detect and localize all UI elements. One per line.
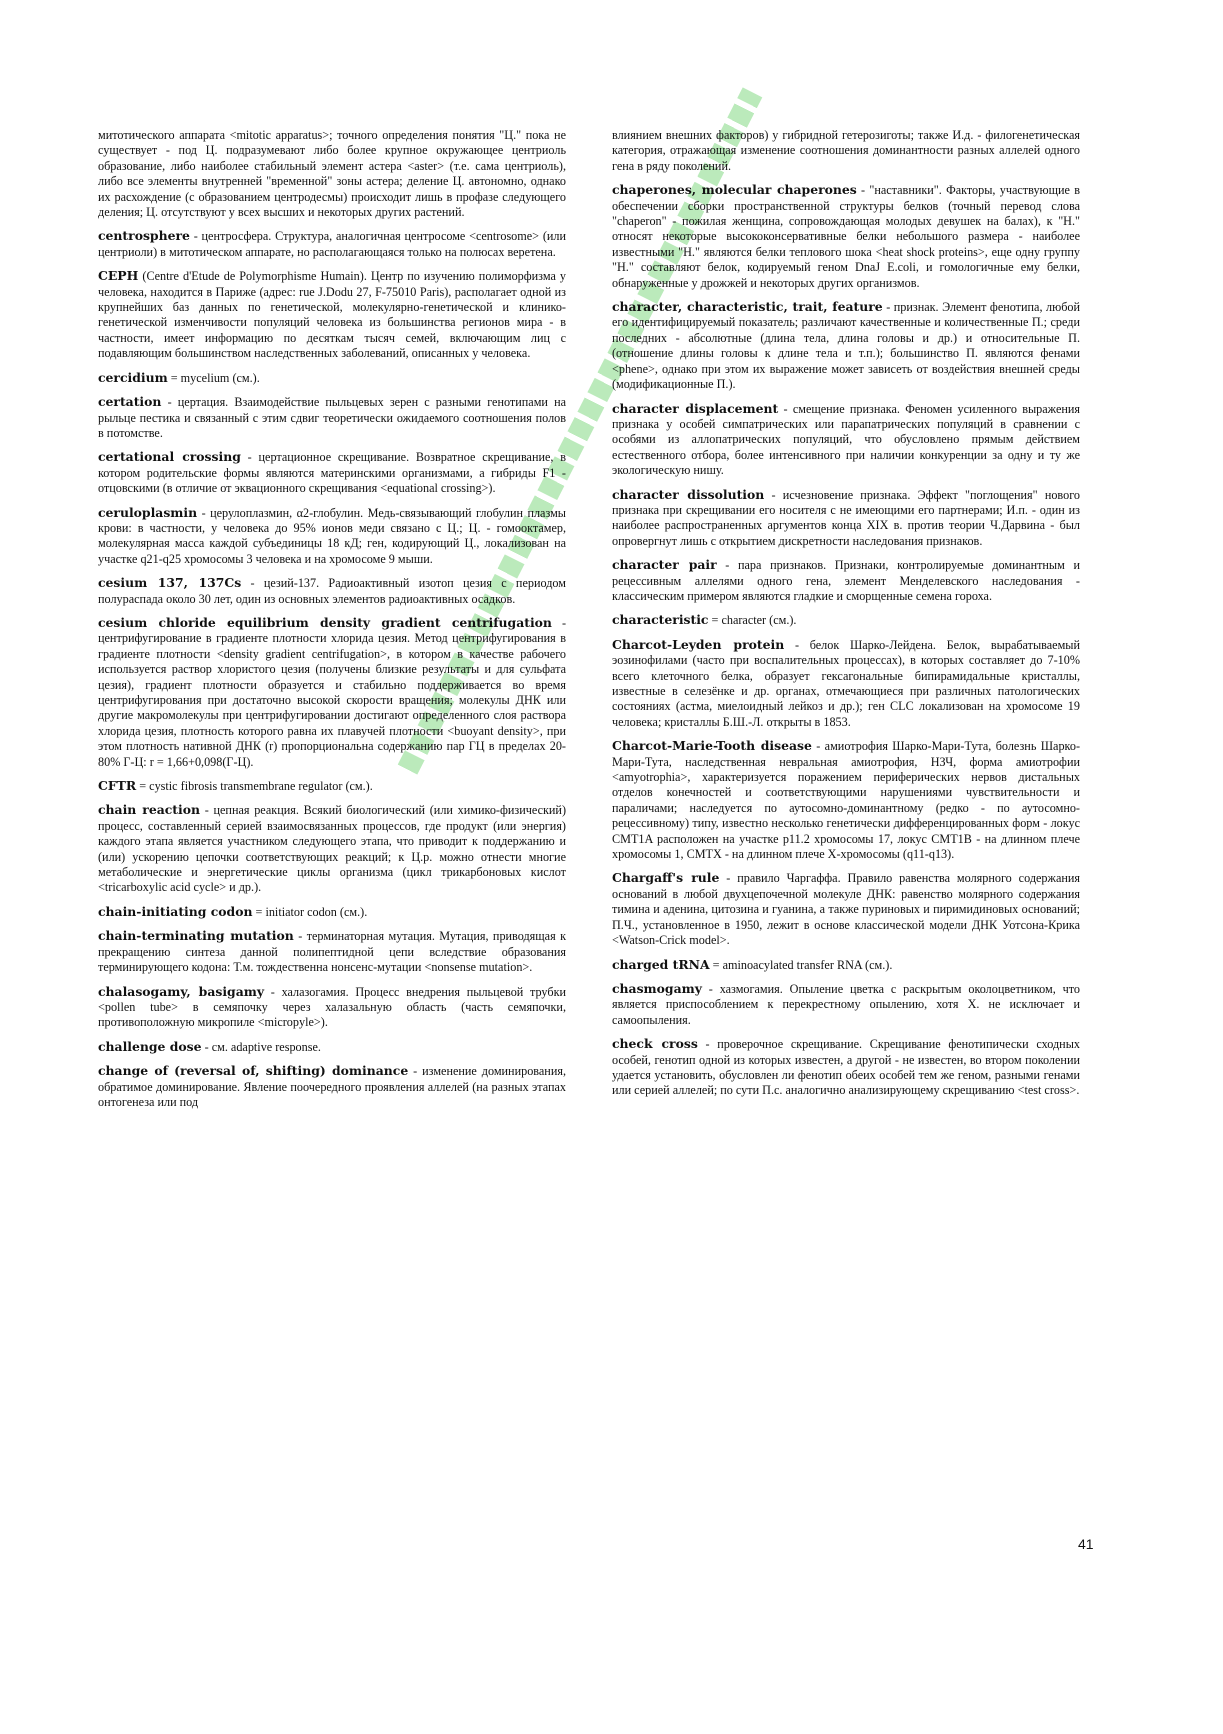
left-column	[98, 128, 566, 1118]
entry-text: - центросфера. Структура, аналогичная центросоме <centrosome> (или центриоли) в митотическом аппарате, но располагающаяся только на полюсах веретена.	[98, 229, 566, 259]
entry-text: - белок Шарко-Лейдена. Белок, вырабатываемый эозинофилами (часто при воспалительных процессах), в которых составляет до 7-10% всего клеточного белка, образует гексагональные бипирамидальные кристаллы, известные в селезёнке и др. органах, отмечающиеся при различных патологических состояниях (астма, миелоидный лейкоз и др.); ген CLC локализован на хромосоме 19 человека; кристаллы Б.Ш.-Л. открыты в 1853.	[612, 637, 1081, 729]
entry-term: CEPH	[98, 268, 139, 284]
entry-term: chain reaction	[98, 802, 200, 818]
entry-term: chain-terminating mutation	[98, 928, 294, 944]
entry	[98, 802, 566, 895]
entry	[98, 984, 566, 1031]
entry-term: centrosphere	[98, 228, 190, 244]
entry-text: - пара признаков. Признаки, контролируемые доминантным и рецессивным аллелями одного гена, элемент Менделевского наследования - классическим примером являются гладкие и сморщенные семена гороха.	[612, 558, 1080, 603]
entry-text: = cystic fibrosis transmembrane regulator (см.).	[139, 779, 373, 794]
entry-text: - хазмогамия. Опыление цветка с раскрытым околоцветником, что является приспособлением к перекрестному опылению, хотя Х. не исключает и самоопыления.	[612, 981, 1080, 1027]
entry-term: characteristic	[612, 612, 709, 628]
entry-text: = aminoacylated transfer RNA (см.).	[712, 957, 893, 972]
entry-term: check cross	[612, 1036, 698, 1052]
entry	[98, 394, 566, 441]
entry	[98, 1063, 566, 1110]
entry	[612, 299, 1080, 392]
right-column	[612, 128, 1080, 1107]
page-number: 41	[1078, 1536, 1094, 1552]
entry	[98, 128, 566, 220]
entry-text: - изменение доминирования, обратимое доминирование. Явление поочередного проявления аллелей (на разных этапах онтогенеза или под	[98, 1064, 566, 1109]
entry	[98, 228, 566, 260]
entry-term: certation	[98, 394, 162, 410]
entry	[612, 1036, 1080, 1099]
entry-term: chain-initiating codon	[98, 903, 253, 919]
entry-term: charged tRNA	[612, 956, 710, 972]
entry	[98, 778, 566, 794]
entry	[98, 1039, 566, 1055]
entry-text: - цезий-137. Радиоактивный изотоп цезия с периодом полураспада около 30 лет, один из основных элементов радиоактивных осадков.	[98, 576, 567, 606]
entry-text: - см. adaptive response.	[204, 1039, 321, 1054]
entry-text: - смещение признака. Феномен усиленного выражения признака у особей симпатрических или парапатрических популяций в сравнении с особями из аллопатрических популяций, что обусловлено прямым действием естественного отбора, более интенсивного при наличии конкуренции за одну и ту же экологическую нишу.	[612, 401, 1080, 478]
entry-term: ceruloplasmin	[98, 504, 198, 520]
entry-term: character, characteristic, trait, feature	[612, 299, 883, 315]
entry-text: - халазогамия. Процесс внедрения пыльцевой трубки <pollen tube> в семяпочку через халазальную область (часть семяпочки, противоположную микропиле <micropyle>).	[98, 984, 567, 1030]
entry	[98, 615, 566, 770]
entry-term: Charcot-Leyden protein	[612, 636, 785, 652]
entry-text: - исчезновение признака. Эффект "поглощения" нового признака при скрещивании его носителя с не имеющими его партнерами; И.п. - один из наиболее распространенных аргументов конца XIX в. против теории Ч.Дарвина - был опровергнут лишь с открытием дискретности наследования признаков.	[612, 487, 1080, 548]
entry-text: - "наставники". Факторы, участвующие в обеспечении сборки пространственной структуры белков (точный перевод слова "chaperon" - пожилая женщина, сопровождающая молодых девушек на балах), к "Н." относят некоторые высококонсервативные белки небольшого размера - наиболее известными "Н." являются белки теплового шока <heat shock proteins>, еще одну группу "Н." составляют белок, кодируемый геном DnaJ E.coli, и гомологичные ему белки, обнаруженные у дрожжей и некоторых других организмов.	[612, 183, 1080, 290]
entry-text: - цепная реакция. Всякий биологический (или химико-физический) процесс, составленный серией взаимосвязанных процессов, где продукт (или энергия) каждого этапа является участником следующего этапа, что приводит к поддержанию и (или) ускорению цепочки соответствующих реакций; к Ц.р. можно отнести многие метаболические и энергетические циклы организма (цикл трикарбоновых кислот <tricarboxylic acid cycle> и др.).	[98, 803, 566, 895]
entry-text: - признак. Элемент фенотипа, любой его идентифицируемый показатель; различают качественные и количественные П.; среди последних - абсолютные (длина тела, длина головы и др.) и относительные П. (отношение длины головы к длине тела и т.п.); большинство П. являются фенами <phene>, однако при этом их выражение может зависеть от воздействия внешней среды (модификационные П.).	[612, 300, 1081, 392]
entry	[612, 870, 1080, 948]
entry	[612, 487, 1080, 550]
entry-text: = character (см.).	[711, 613, 797, 628]
entry-text: - цертационное скрещивание. Возвратное скрещивание, в котором родительские формы являются материнскими организмами, а гибриды F1 - отцовскими (в отличие от эквационного скрещивания <equational crossing>).	[98, 450, 566, 496]
entry-term: cercidium	[98, 369, 168, 385]
entry-text: влиянием внешних факторов) у гибридной гетерозиготы; также И.д. - филогенетическая категория, отражающая изменение соотношения доминантности разных аллелей одного гена в ряду поколений.	[612, 128, 1080, 173]
entry-term: challenge dose	[98, 1038, 202, 1054]
entry-text: - проверочное скрещивание. Скрещивание фенотипически сходных особей, генотип одной из которых известен, а другой - не известен, во втором поколении удается установить, обусловлен ли фенотип обеих особей тем же геном, разными генами или серией аллелей; по сути П.с. аналогично анализирующему скрещиванию <test cross>.	[612, 1037, 1080, 1098]
entry-term: cesium chloride equilibrium density gradient centrifugation	[98, 614, 552, 630]
entry-term: chasmogamy	[612, 980, 702, 996]
entry-text: - цертация. Взаимодействие пыльцевых зерен с разными генотипами на рыльце пестика и связанный с этим сдвиг теоретически ожидаемого соотношения полов в потомстве.	[98, 395, 567, 440]
entry-term: character displacement	[612, 400, 779, 416]
entry-term: chalasogamy, basigamy	[98, 983, 265, 999]
entry-text: - центрифугирование в градиенте плотности хлорида цезия. Метод центрифугирования в градиенте плотности <density gradient centrifugation>, в котором в качестве рабочего используется раствор хлористого цезия (получены близкие результаты и для сульфата цезия), градиент плотности образуется и стабильно поддерживается во время центрифугирования при достаточно высокой скорости вращения; молекулы ДНК или другие макромолекулы при центрифугировании достигают определенного слоя раствора хлорида цезия, плотность которого равна их плавучей плотности <buoyant density>, при этом плотность нативной ДНК (r) пропорциональна содержанию пар ГЦ в пределах 20-80% Г-Ц: r = 1,66+0,098(Г-Ц).	[98, 615, 566, 769]
entry	[612, 612, 1080, 628]
entry-term: character pair	[612, 557, 717, 573]
entry-term: certational crossing	[98, 449, 241, 465]
entry-text: митотического аппарата <mitotic apparatus>; точного определения понятия "Ц." пока не существует - под Ц. подразумевают либо более крупное окружающее центриоль образование, либо наиболее стабильный элемент астера <aster> (т.е. сама центриоль), либо все элементы внутренней "временной" зоны астера; деление Ц. автономно, однако их расхождение (с образованием центродесмы) происходит лишь в профазе следующего деления; Ц. отсутствуют у всех высших и некоторых других растений.	[98, 128, 566, 220]
entry	[98, 268, 566, 361]
entry-term: Chargaff's rule	[612, 870, 720, 886]
entry	[98, 370, 566, 386]
entry-text: = mycelium (см.).	[170, 370, 260, 385]
entry-term: character dissolution	[612, 486, 765, 502]
entry-term: chaperones, molecular chaperones	[612, 182, 857, 198]
entry-text: = initiator codon (см.).	[255, 904, 368, 919]
entry-text: - церулоплазмин, α2-глобулин. Медь-связывающий глобулин плазмы крови: в частности, у человека до 95% ионов меди связано с Ц.; Ц. - гомооктамер, молекулярная масса каждой субъединицы 18 кД; ген, кодирующий Ц., локализован на участке q21-q25 хромосомы 3 человека и на хромосоме 9 мыши.	[98, 505, 566, 566]
entry	[98, 575, 566, 607]
entry	[612, 557, 1080, 604]
entry-term: change of (reversal of, shifting) dominance	[98, 1063, 409, 1079]
entry-text: - правило Чаргаффа. Правило равенства молярного содержания оснований в любой двухцепочечной молекуле ДНК: равенство молярного содержания тимина и аденина, цитозина и гуанина, а также пуриновых и пиримидиновых оснований; П.Ч., установленное в 1950, лежит в основе классической модели ДНК Уотсона-Крика <Watson-Crick model>.	[612, 871, 1081, 948]
entry-term: Charcot-Marie-Tooth disease	[612, 738, 812, 754]
entry	[612, 738, 1080, 862]
entry	[612, 128, 1080, 174]
entry	[612, 182, 1080, 291]
entry-text: - терминаторная мутация. Мутация, приводящая к прекращению синтеза данной полипептидной цепи вследствие образования терминирующего кодона: Т.м. тождественна нонсенс-мутации <nonsense mutation>.	[98, 929, 567, 975]
entry-text: - амиотрофия Шарко-Мари-Тута, болезнь Шарко-Мари-Тута, наследственная невральная амиотрофия, НЗЧ, форма амиотрофии <amyotrophia>, характеризуется поражением периферических нервов дистальных отделов конечностей и соответствующими нарушениями чувствительности и параличами; наследуется по аутосомно-доминантному (редко - по аутосомно-рецессивному) типу, известно несколько генетически дифференцированных форм - локус CMT1A расположен на участке p11.2 хромосомы 17, локус CMT1B - на длинном плече хромосомы 1, CMTX - на длинном плече X-хромосомы (q11-q13).	[612, 739, 1081, 862]
entry	[98, 904, 566, 920]
entry	[612, 637, 1080, 730]
entry-term: CFTR	[98, 778, 137, 794]
entry	[98, 449, 566, 496]
entry-term: cesium 137, 137Cs	[98, 575, 242, 591]
entry	[612, 981, 1080, 1028]
entry	[612, 401, 1080, 479]
entry	[98, 928, 566, 975]
entry	[612, 957, 1080, 973]
entry	[98, 505, 566, 568]
entry-text: (Centre d'Etude de Polymorphisme Humain). Центр по изучению полиморфизма у человека, находится в Париже (адрес: rue J.Dodu 27, F-75010 Paris), располагает одной из крупнейших баз данных по генетической, молекулярно-генетической и клинико-генетической изменчивости популяций человека из большинства регионов мира - в частности, имеет информацию по десяткам тысяч семей, включающим лиц с подавляющим большинством наследственных заболеваний, описанных у человека.	[98, 269, 566, 361]
